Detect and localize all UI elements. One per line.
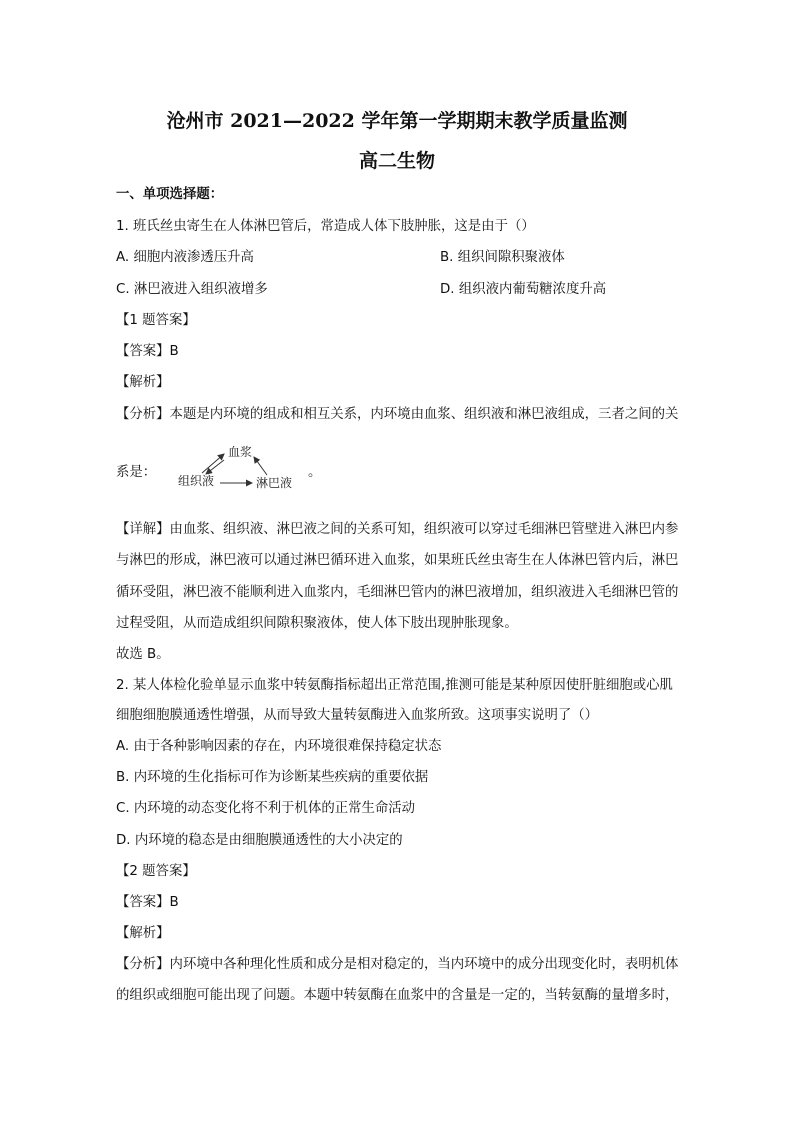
q2-analysis-header: 【解析】 (116, 926, 170, 941)
q1-conclusion: 故选 B。 (116, 647, 170, 662)
q1-option-a: A. 细胞内液渗透压升高 (116, 250, 254, 265)
arrow-tissue-to-plasma (202, 454, 224, 473)
q1-detail-line1: 【详解】由血浆、组织液、淋巴液之间的关系可知，组织液可以穿过毛细淋巴管壁进入淋巴内参 (116, 522, 679, 537)
arrow-lymph-to-plasma (254, 457, 267, 475)
q2-answer: 【答案】B (116, 895, 179, 910)
q1-analysis-header: 【解析】 (116, 375, 170, 390)
q1-option-c: C. 淋巴液进入组织液增多 (116, 282, 268, 297)
q2-stem-line2: 细胞细胞膜通透性增强，从而导致大量转氨酶进入血浆所致。这项事实说明了（） (116, 708, 599, 723)
document-title: 沧州市 2021—2022 学年第一学期期末教学质量监测 (166, 110, 628, 132)
q1-fenxi-line1: 【分析】本题是内环境的组成和相互关系，内环境由血浆、组织液和淋巴液组成，三者之间的关 (116, 407, 679, 422)
q2-option-d: D. 内环境的稳态是由细胞膜通透性的大小决定的 (116, 833, 403, 848)
q1-detail-line3: 循环受阻，淋巴液不能顺利进入血浆内，毛细淋巴管内的淋巴液增加，组织液进入毛细淋巴管的 (116, 585, 679, 600)
q2-stem-line1: 2. 某人体检化验单显示血浆中转氨酶指标超出正常范围,推测可能是某种原因使肝脏细胞或心肌 (116, 678, 673, 693)
q2-answer-header: 【2 题答案】 (116, 864, 196, 879)
q2-option-c: C. 内环境的动态变化将不利于机体的正常生命活动 (116, 801, 416, 816)
q1-detail-line4: 过程受阻，从而造成组织间隙积聚液体，使人体下肢出现肿胀现象。 (116, 616, 518, 631)
q1-answer-header: 【1 题答案】 (116, 313, 196, 328)
q1-detail-line2: 与淋巴的形成，淋巴液可以通过淋巴循环进入血浆，如果班氏丝虫寄生在人体淋巴管内后，淋巴 (116, 553, 679, 568)
q1-option-d: D. 组织液内葡萄糖浓度升高 (440, 282, 607, 297)
fluid-relation-diagram (172, 440, 302, 496)
q1-answer: 【答案】B (116, 344, 179, 359)
diagram-label-plasma: 血浆 (228, 445, 253, 459)
document-subject: 高二生物 (358, 150, 435, 172)
q2-fenxi-line1: 【分析】内环境中各种理化性质和成分是相对稳定的，当内环境中的成分出现变化时，表明机体 (116, 957, 679, 972)
q2-fenxi-line2: 的组织或细胞可能出现了问题。本题中转氨酶在血浆中的含量是一定的，当转氨酶的量增多时， (116, 988, 679, 1003)
q1-fenxi-line2-prefix: 系是： (116, 465, 157, 480)
diagram-label-lymph: 淋巴液 (256, 476, 293, 490)
q2-option-b: B. 内环境的生化指标可作为诊断某些疾病的重要依据 (116, 770, 429, 785)
q1-stem: 1. 班氏丝虫寄生在人体淋巴管后，常造成人体下肢肿胀，这是由于（） (116, 219, 535, 234)
diagram-label-tissue-fluid: 组织液 (178, 474, 215, 488)
q1-fenxi-line2-suffix: 。 (308, 465, 322, 480)
q1-option-b: B. 组织间隙积聚液体 (440, 250, 565, 265)
section-heading: 一、单项选择题： (116, 187, 224, 202)
q2-option-a: A. 由于各种影响因素的存在，内环境很难保持稳定状态 (116, 739, 442, 754)
